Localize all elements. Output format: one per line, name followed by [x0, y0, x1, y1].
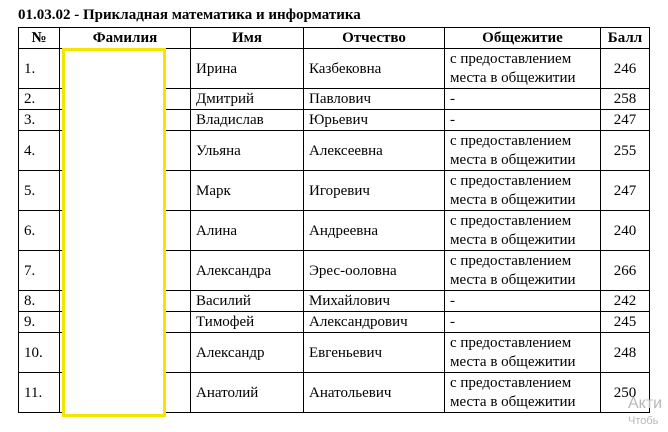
- cell-name: Александр: [191, 333, 304, 373]
- watermark-line2: Чтобь: [628, 415, 659, 427]
- cell-dormitory: [445, 171, 601, 211]
- cell-name: Алина: [191, 211, 304, 251]
- cell-patronymic: Эрес-ооловна: [304, 251, 445, 291]
- dormitory-line-1: с предоставлением: [450, 50, 572, 67]
- cell-number: 5.: [19, 171, 60, 211]
- cell-name: Ульяна: [191, 131, 304, 171]
- dormitory-line-1: -: [450, 292, 455, 309]
- dormitory-line-1: с предоставлением: [450, 334, 572, 351]
- dormitory-line-1: -: [450, 90, 455, 107]
- cell-score: 258: [601, 89, 650, 110]
- cell-number: 2.: [19, 89, 60, 110]
- redaction-box: [62, 48, 166, 417]
- cell-patronymic: Михайлович: [304, 291, 445, 312]
- cell-score: 250: [601, 373, 650, 413]
- cell-patronymic: Юрьевич: [304, 110, 445, 131]
- header-name: Имя: [191, 28, 304, 49]
- cell-dormitory: [445, 110, 601, 131]
- cell-number: 8.: [19, 291, 60, 312]
- cell-number: 1.: [19, 49, 60, 89]
- cell-name: Владислав: [191, 110, 304, 131]
- cell-patronymic: Игоревич: [304, 171, 445, 211]
- table-header-row: [19, 28, 650, 49]
- cell-score: 246: [601, 49, 650, 89]
- cell-patronymic: Казбековна: [304, 49, 445, 89]
- activation-watermark: [628, 396, 662, 427]
- dormitory-line-1: с предоставлением: [450, 132, 572, 149]
- cell-number: 10.: [19, 333, 60, 373]
- cell-dormitory: [445, 49, 601, 89]
- cell-dormitory: [445, 373, 601, 413]
- cell-patronymic: Александрович: [304, 312, 445, 333]
- cell-number: 11.: [19, 373, 60, 413]
- cell-patronymic: Анатольевич: [304, 373, 445, 413]
- cell-patronymic: Алексеевна: [304, 131, 445, 171]
- cell-score: 255: [601, 131, 650, 171]
- cell-dormitory: [445, 291, 601, 312]
- dormitory-line-2: места в общежитии: [450, 271, 576, 288]
- cell-number: 9.: [19, 312, 60, 333]
- header-number: №: [19, 28, 60, 49]
- dormitory-line-2: места в общежитии: [450, 393, 576, 410]
- header-score: Балл: [601, 28, 650, 49]
- cell-score: 266: [601, 251, 650, 291]
- cell-dormitory: [445, 89, 601, 110]
- header-surname: Фамилия: [60, 28, 191, 49]
- cell-number: 7.: [19, 251, 60, 291]
- cell-score: 245: [601, 312, 650, 333]
- cell-name: Александра: [191, 251, 304, 291]
- watermark-line1: Акти: [628, 395, 663, 412]
- cell-number: 3.: [19, 110, 60, 131]
- dormitory-line-1: с предоставлением: [450, 172, 572, 189]
- dormitory-line-1: с предоставлением: [450, 252, 572, 269]
- dormitory-line-2: места в общежитии: [450, 353, 576, 370]
- header-dormitory: Общежитие: [445, 28, 601, 49]
- cell-dormitory: [445, 312, 601, 333]
- cell-score: 242: [601, 291, 650, 312]
- cell-dormitory: [445, 211, 601, 251]
- dormitory-line-2: места в общежитии: [450, 69, 576, 86]
- cell-score: 247: [601, 171, 650, 211]
- cell-name: Ирина: [191, 49, 304, 89]
- dormitory-line-1: -: [450, 313, 455, 330]
- cell-patronymic: Евгеньевич: [304, 333, 445, 373]
- cell-score: 240: [601, 211, 650, 251]
- dormitory-line-2: места в общежитии: [450, 151, 576, 168]
- cell-number: 6.: [19, 211, 60, 251]
- dormitory-line-2: места в общежитии: [450, 191, 576, 208]
- cell-score: 248: [601, 333, 650, 373]
- dormitory-line-1: -: [450, 111, 455, 128]
- dormitory-line-1: с предоставлением: [450, 212, 572, 229]
- dormitory-line-2: места в общежитии: [450, 231, 576, 248]
- cell-name: Анатолий: [191, 373, 304, 413]
- cell-name: Дмитрий: [191, 89, 304, 110]
- cell-patronymic: Андреевна: [304, 211, 445, 251]
- dormitory-line-1: с предоставлением: [450, 374, 572, 391]
- cell-name: Тимофей: [191, 312, 304, 333]
- cell-score: 247: [601, 110, 650, 131]
- cell-dormitory: [445, 131, 601, 171]
- cell-name: Василий: [191, 291, 304, 312]
- cell-name: Марк: [191, 171, 304, 211]
- program-heading: 01.03.02 - Прикладная математика и информатика: [18, 7, 361, 23]
- cell-dormitory: [445, 251, 601, 291]
- cell-patronymic: Павлович: [304, 89, 445, 110]
- cell-dormitory: [445, 333, 601, 373]
- header-patronymic: Отчество: [304, 28, 445, 49]
- cell-number: 4.: [19, 131, 60, 171]
